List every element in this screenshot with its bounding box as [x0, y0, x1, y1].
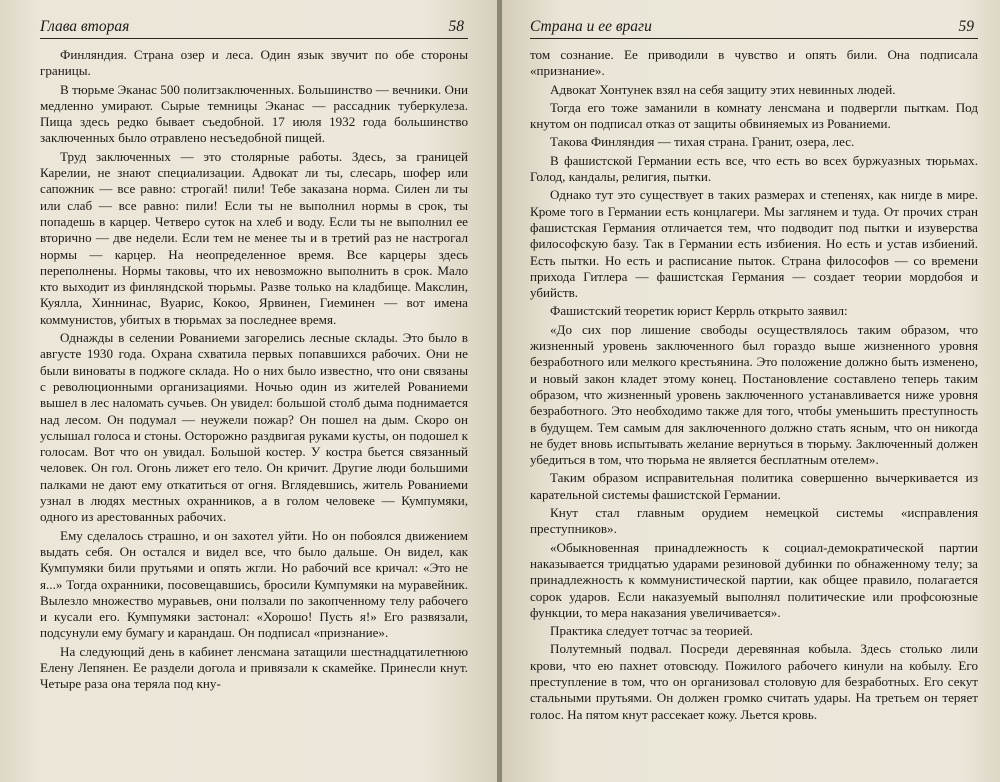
quote: «До сих пор лишение свободы осуществлялось таким образом, что жизненный уровень заключенного был гораздо выше жизненного уровня безработного или мелкого крестьянина. Это положение должно быть изменено, и новый закон кладет этому конец. Постановление составлено теперь таким образом, что жизненный уровень заключенного устанавливается ниже уровня безработного. Это необходимо также для того, чтобы уменьшить преступность в будущем. Тем самым для заключенного должно стать ясным, что он никогда не будет вновь испытывать желание вернуться в тюрьму. Заключенный должен убедиться в том, что тюрьма не является бесплатным отелем». [530, 321, 978, 468]
page-number-left: 58 [448, 18, 464, 35]
paragraph: Финляндия. Страна озер и леса. Один язык звучит по обе стороны границы. [40, 47, 468, 79]
left-page-header [40, 14, 468, 39]
paragraph: Ему сделалось страшно, и он захотел уйти. Но он побоялся движением выдать себя. Он остался и видел все, что было дальше. Он видел, как Кумпумяки били прутьями и опять жгли. Но рабочий все кричал: «Это не я...» Тогда охранники, посовещавшись, бросили Кумпумяки на муравейник. Вылезло множество муравьев, они ползали по закопченному телу рабочего и кусали его. Кумпумяки застонал: «Хорошо! Пусть я!» Его развязали, подсунули ему бумагу и карандаш. Он подписал «признание». [40, 527, 468, 641]
paragraph: Фашистский теоретик юрист Керрль открыто заявил: [550, 303, 848, 319]
right-page [502, 0, 1000, 782]
paragraph: Такова Финляндия — тихая страна. Гранит, озера, лес. [550, 134, 855, 150]
paragraph: В фашистской Германии есть все, что есть во всех буржуазных тюрьмах. Голод, кандалы, религия, пытки. [530, 152, 978, 185]
chapter-title: Глава вторая [40, 18, 130, 35]
left-page [0, 0, 498, 782]
page-number-right: 59 [958, 18, 974, 35]
right-page-header [530, 14, 978, 39]
paragraph: Однако тут это существует в таких размерах и степенях, как нигде в мире. Кроме того в Германии есть концлагери. Мы заглянем и туда. От прочих стран фашистская Германия отличается тем, что подводит под пытки и изуверства философскую базу. Так в Германии есть избиения. Но есть и устав избиений. Есть пытки. Но есть и расписание пыток. Страна философов — со времени прихода Гитлера — фашистская Германия — создает теории мордобоя и убийств. [530, 187, 978, 301]
paragraph: В тюрьме Эканас 500 политзаключенных. Большинство — вечники. Они медленно умирают. Сырые темницы Эканас — рассадник туберкулеза. Пища здесь редко бывает съедобной. 17 июля 1932 года большинство заключенных было отравлено несъедобной пищей. [40, 81, 468, 146]
paragraph: Практика следует тотчас за теорией. [550, 623, 753, 639]
right-page-text [530, 47, 978, 723]
left-page-text [40, 47, 468, 693]
paragraph: Адвокат Хонтунек взял на себя защиту этих невинных людей. [550, 81, 896, 97]
paragraph: Тогда его тоже заманили в комнату ленсмана и подвергли пыткам. Под кнутом он подписал отказ от защиты обвиняемых из Рованиеми. [530, 99, 978, 132]
section-title: Страна и ее враги [530, 18, 652, 35]
paragraph: Таким образом исправительная политика совершенно вычеркивается из карательной системы фашистской Германии. [530, 470, 978, 502]
quote: «Обыкновенная принадлежность к социал-демократической партии наказывается тридцатью ударами резиновой дубинки по обнаженному телу; за принадлежность к коммунистической партии, как общее правило, полагается сорок ударов. Если наказуемый выполнял политические или профсоюзные функции, то мера наказания увеличивается». [530, 539, 978, 620]
paragraph: Труд заключенных — это столярные работы. Здесь, за границей Карелии, не знают специализации. Адвокат ли ты, слесарь, шофер или сапожник — все равно: строгай! пили! Тебе заказана норма. Силен ли ты или слаб — все равно: пили! Если ты не выполнил нормы в срок, ты попадешь в карцер. Четверо суток на хлеб и воду. Если ты не выполнил ее вторично — две недели. Если тем не менее ты и в третий раз не настрогал нормы — карцер. На неопределенное время. Все карцеры здесь переполнены. Нормы таковы, что их невозможно выполнить в срок. Мало кто выходит из финляндской тюрьмы. Разве только на кладбище. Макслин, Куялла, Хиннинас, Вуарис, Кокоо, Ярвинен, Гиеминен — вот имена коммунистов, убитых в тюрьмах за последнее время. [40, 148, 468, 327]
paragraph-continuation: том сознание. Ее приводили в чувство и опять били. Она подписала «признание». [530, 47, 978, 79]
paragraph: На следующий день в кабинет ленсмана затащили шестнадцатилетнюю Елену Лепянен. Ее раздели догола и привязали к скамейке. Принесли кнут. Четыре раза она теряла под кну- [40, 643, 468, 692]
paragraph: Полутемный подвал. Посреди деревянная кобыла. Здесь столько лили крови, что ею пахнет отовсюду. Пожилого рабочего кинули на кобылу. Его преступление в том, что он организовал столовую для безработных. Его секут стальными прутьями. Он должен громко считать удары. На третьем он теряет голос. На пятом кнут рассекает кожу. Льется кровь. [530, 641, 978, 722]
paragraph: Однажды в селении Рованиеми загорелись лесные склады. Это было в августе 1930 года. Охрана схватила первых попавшихся рабочих. Они не были виноваты в поджоге склада. Но о них было известно, что они связаны с революционными организациями. Ночью один из жителей Рованиеми вышел в лес наломать сучьев. Он увидел: большой столб дыма поднимается над лесом. Он подумал — неужели пожар? Он пошел на дым. Скоро он услышал голоса и стоны. Осторожно раздвигая руками кусты, он подошел к голосам. Вот что он увидал. Большой костер. У костра бьется связанный человек. Он гол. Огонь лижет его тело. Он кричит. Другие люди большими палками не дают ему откатиться от огня. Вглядевшись, житель Рованиеми узнал в людях местных охранников, а в голом человеке — Кумпумяки, одного из арестованных рабочих. [40, 330, 468, 525]
paragraph: Кнут стал главным орудием немецкой системы «исправления преступников». [530, 505, 978, 537]
